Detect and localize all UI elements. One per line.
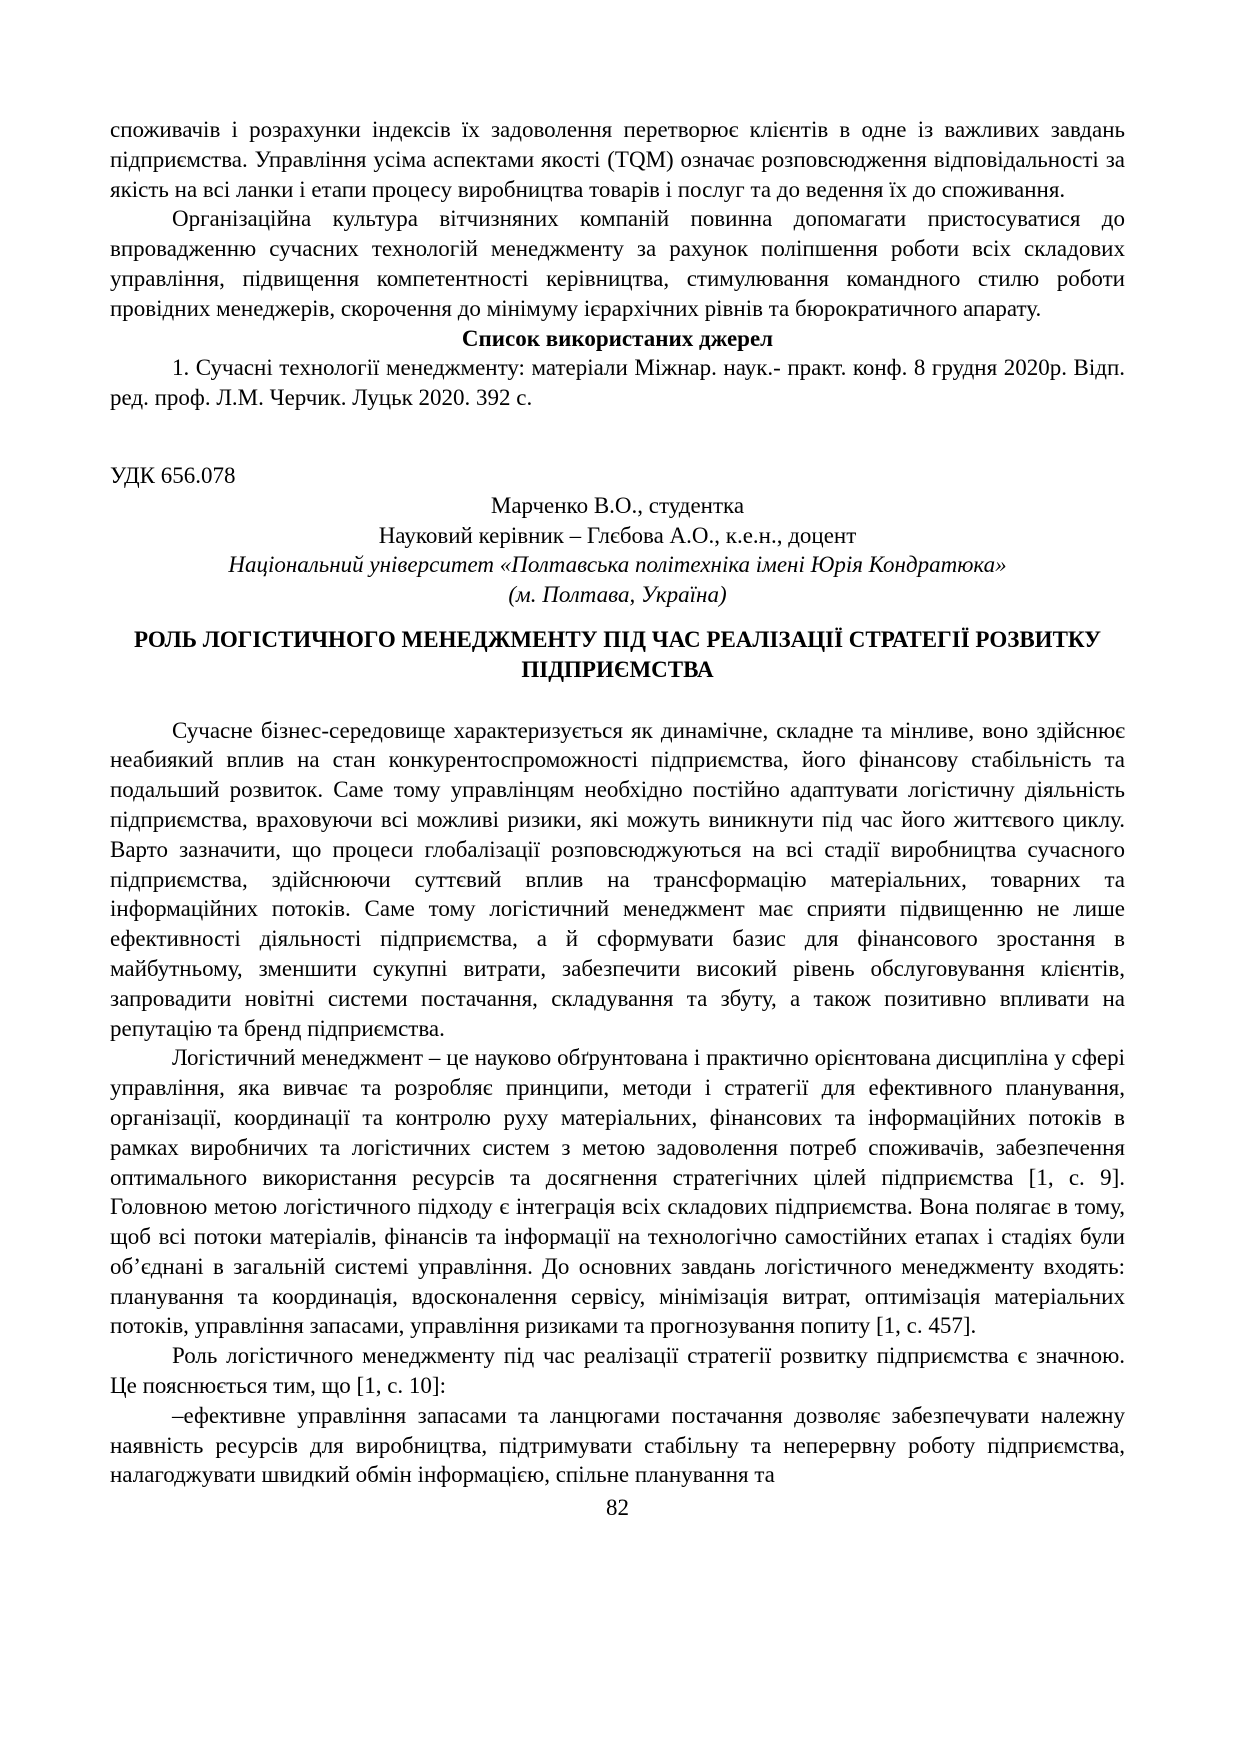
references-heading: Список використаних джерел <box>461 325 774 351</box>
article-paragraph-1: Сучасне бізнес-середовище характеризується як динамічне, складне та мінливе, воно здійснює неабиякий вплив на стан конкурентоспроможності підприємства, його фінансову стабільність та подальший розвиток. Саме тому управлінцям необхідно постійно адаптувати логістичну діяльність підприємства, враховуючи всі можливі ризики, які можуть виникнути під час його життєвого циклу. Варто зазначити, що процеси глобалізації розповсюджуються на всі стадії виробництва сучасного підприємства, здійснюючи суттєвий вплив на трансформацію матеріальних, товарних та інформаційних потоків. Саме тому логістичний менеджмент має сприяти підвищенню не лише ефективності діяльності підприємства, а й сформувати базис для фінансового зростання в майбутньому, зменшити сукупні витрати, забезпечити високий рівень обслуговування клієнтів, запровадити новітні системи постачання, складування та збуту, а також позитивно впливати на репутацію та бренд підприємства. <box>110 717 1125 1041</box>
location-line: (м. Полтава, Україна) <box>508 582 727 608</box>
article-paragraph-2: Логістичний менеджмент – це науково обґрунтована і практично орієнтована дисципліна у сфері управління, яка вивчає та розробляє принципи, методи і стратегії для ефективного планування, організації, координації та контролю руху матеріальних, фінансових та інформаційних потоків в рамках виробничих та логістичних систем з метою задоволення потреб споживачів, забезпечення оптимального використання ресурсів та досягнення стратегічних цілей підприємства [1, с. 9]. Головною метою логістичного підходу є інтеграція всіх складових підприємства. Вона полягає в тому, щоб всі потоки матеріалів, фінансів та інформації на технологічно самостійних етапах і стадіях були об’єднані в загальній системі управління. До основних завдань логістичного менеджменту входять: планування та координація, вдосконалення сервісу, мінімізація витрат, оптимізація матеріальних потоків, управління запасами, управління ризиками та прогнозування попиту [1, с. 457]. <box>110 1045 1125 1339</box>
article-paragraph-4-list-item: –ефективне управління запасами та ланцюгами постачання дозволяє забезпечувати належну наявність ресурсів для виробництва, підтримувати стабільну та неперервну роботу підприємства, налагоджувати швидкий обмін інформацією, спільне планування та <box>110 1402 1125 1488</box>
paragraph-organizational-culture: Організаційна культура вітчизняних компаній повинна допомагати пристосуватися до впровадженню сучасних технологій менеджменту за рахунок поліпшення роботи всіх складових управління, підвищення компетентності керівництва, стимулювання командного стилю роботи провідних менеджерів, скорочення до мінімуму ієрархічних рівнів та бюрократичного апарату. <box>110 206 1125 321</box>
udc-code: УДК 656.078 <box>110 462 236 488</box>
article-paragraph-3: Роль логістичного менеджменту під час реалізації стратегії розвитку підприємства є значною. Це пояснюється тим, що [1, с. 10]: <box>110 1343 1125 1399</box>
reference-item-1: 1. Сучасні технології менеджменту: матеріали Міжнар. наук.- практ. конф. 8 грудня 2020р. Відп. ред. проф. Л.М. Черчик. Луцьк 2020. 392 с. <box>110 355 1125 411</box>
page-number: 82 <box>606 1495 629 1521</box>
supervisor-line: Науковий керівник – Глєбова А.О., к.е.н., доцент <box>378 522 857 548</box>
author-line: Марченко В.О., студентка <box>490 492 745 518</box>
paragraph-tqm-continuation: споживачів і розрахунки індексів їх задоволення перетворює клієнтів в одне із важливих завдань підприємства. Управління усіма аспектами якості (TQM) означає розповсюдження відповідальності за якість на всі ланки і етапи процесу виробництва товарів і послуг та до ведення їх до споживання. <box>110 117 1125 202</box>
affiliation-line: Національний університет «Полтавська політехніка імені Юрія Кондратюка» <box>228 552 1007 578</box>
article-title: РОЛЬ ЛОГІСТИЧНОГО МЕНЕДЖМЕНТУ ПІД ЧАС РЕАЛІЗАЦІЇ СТРАТЕГІЇ РОЗВИТКУ ПІДПРИЄМСТВА <box>133 626 1102 682</box>
